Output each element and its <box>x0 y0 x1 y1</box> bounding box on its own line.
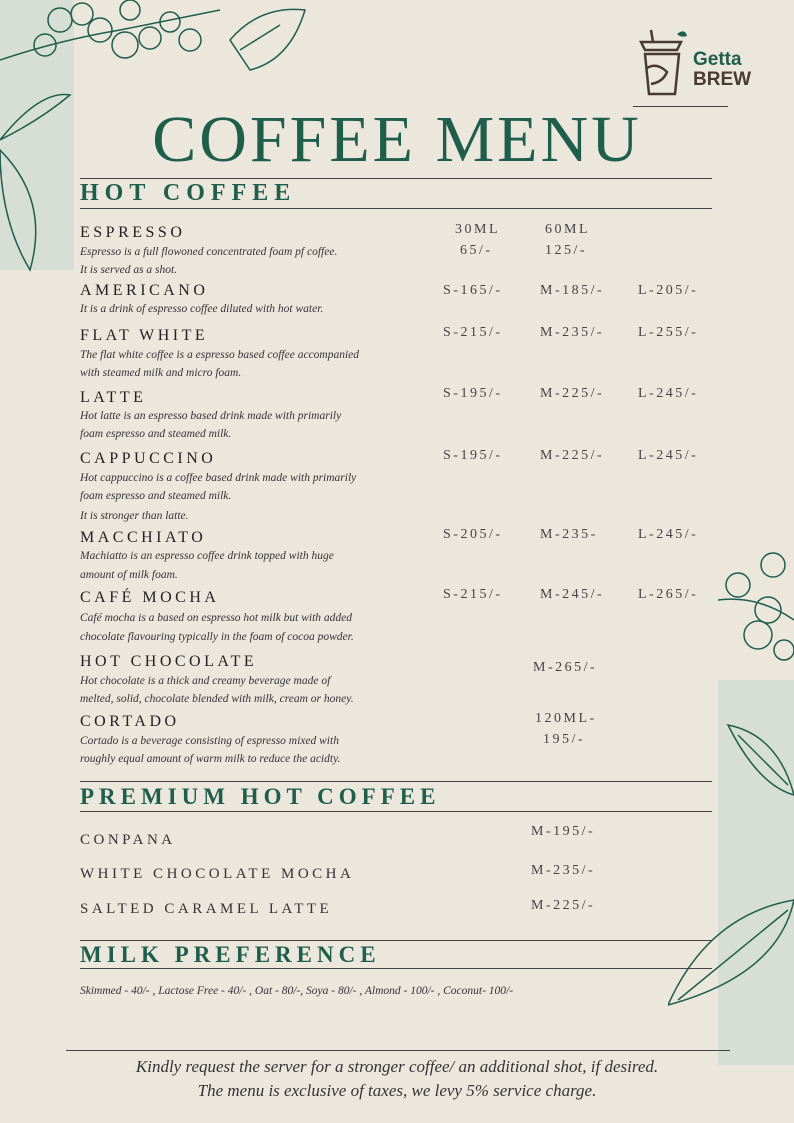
item-description: Hot latte is an espresso based drink made with primarily <box>80 410 342 422</box>
item-description: with steamed milk and micro foam. <box>80 367 242 379</box>
item-name: SALTED CARAMEL LATTE <box>80 901 333 917</box>
price-small: S-165/- <box>443 283 503 298</box>
item-description: Cortado is a beverage consisting of espresso mixed with <box>80 735 339 747</box>
item-description: It is served as a shot. <box>80 264 178 276</box>
section-heading-hot-coffee: HOT COFFEE <box>80 180 297 206</box>
divider <box>80 781 712 782</box>
item-description: It is a drink of espresso coffee diluted with hot water. <box>80 303 324 315</box>
coffee-branch-illustration-right <box>718 540 794 680</box>
price-large: L-205/- <box>638 283 699 298</box>
item-name: FLAT WHITE <box>80 327 209 344</box>
price-medium: M-235/- <box>531 863 596 878</box>
item-description: Café mocha is a based on espresso hot milk but with added <box>80 612 353 624</box>
item-name: CAPPUCCINO <box>80 450 217 467</box>
item-name: AMERICANO <box>80 282 209 299</box>
item-description: chocolate flavouring typically in the foam of cocoa powder. <box>80 631 354 643</box>
section-heading-premium-hot-coffee: PREMIUM HOT COFFEE <box>80 784 441 809</box>
cup-hand-icon <box>633 28 689 100</box>
price-medium: M-225/- <box>531 898 596 913</box>
item-name: CONPANA <box>80 832 176 848</box>
milk-options: Skimmed - 40/- , Lactose Free - 40/- , Oat - 80/-, Soya - 80/- , Almond - 100/- , Coconut- 100/- <box>80 985 514 997</box>
price-medium: M-195/- <box>531 824 596 839</box>
price-small: S-195/- <box>443 386 503 401</box>
item-name: ESPRESSO <box>80 224 186 241</box>
item-description: foam espresso and steamed milk. <box>80 490 232 502</box>
item-name: WHITE CHOCOLATE MOCHA <box>80 866 355 882</box>
item-description: Hot cappuccino is a coffee based drink made with primarily <box>80 472 357 484</box>
price-large: L-245/- <box>638 386 699 401</box>
divider <box>80 208 712 209</box>
price: 65/- <box>460 243 493 258</box>
price-small: S-205/- <box>443 527 503 542</box>
price-small: S-215/- <box>443 587 503 602</box>
price-medium: M-225/- <box>540 448 605 463</box>
price-medium: M-235- <box>540 527 598 542</box>
footer-note-line1: Kindly request the server for a stronger coffee/ an additional shot, if desired. <box>135 1057 659 1076</box>
price: 195/- <box>543 732 586 747</box>
divider <box>80 940 712 941</box>
page-title: COFFEE MENU <box>152 103 642 176</box>
divider <box>80 968 712 969</box>
item-description: amount of milk foam. <box>80 569 178 581</box>
item-name: LATTE <box>80 389 147 406</box>
price-medium: M-245/- <box>540 587 605 602</box>
item-name: CORTADO <box>80 713 180 730</box>
item-name: CAFÉ MOCHA <box>80 589 220 606</box>
divider <box>80 178 712 179</box>
item-description: Hot chocolate is a thick and creamy beverage made of <box>80 675 331 687</box>
brand-name-line1: Getta <box>693 49 742 70</box>
section-heading-milk-preference: MILK PREFERENCE <box>80 942 381 967</box>
price-large: L-245/- <box>638 527 699 542</box>
leaf-illustration-right <box>668 715 794 1015</box>
price-medium: M-225/- <box>540 386 605 401</box>
price-large: L-255/- <box>638 325 699 340</box>
item-name: MACCHIATO <box>80 529 207 546</box>
price-medium: M-185/- <box>540 283 605 298</box>
price: 125/- <box>545 243 588 258</box>
item-description: Machiatto is an espresso coffee drink topped with huge <box>80 550 334 562</box>
item-name: HOT CHOCOLATE <box>80 653 258 670</box>
divider <box>80 811 712 812</box>
item-description: The flat white coffee is a espresso based coffee accompanied <box>80 349 360 361</box>
price-large: L-265/- <box>638 587 699 602</box>
price-large: L-245/- <box>638 448 699 463</box>
brand-logo <box>633 28 763 108</box>
price-medium: M-235/- <box>540 325 605 340</box>
brand-name-line2: BREW <box>693 69 752 90</box>
footer-note-line2: The menu is exclusive of taxes, we levy 5% service charge. <box>197 1081 597 1100</box>
item-description: It is stronger than latte. <box>80 510 189 522</box>
footer-divider <box>66 1050 730 1051</box>
size-label: 120ML- <box>535 711 597 726</box>
size-label: 60ML <box>545 222 590 237</box>
price-small: S-215/- <box>443 325 503 340</box>
item-description: roughly equal amount of warm milk to reduce the acidty. <box>80 753 341 765</box>
item-description: foam espresso and steamed milk. <box>80 428 232 440</box>
price-medium: M-265/- <box>533 660 598 675</box>
item-description: Espresso is a full flowoned concentrated foam pf coffee. <box>80 246 338 258</box>
size-label: 30ML <box>455 222 500 237</box>
price-small: S-195/- <box>443 448 503 463</box>
item-description: melted, solid, chocolate blended with milk, cream or honey. <box>80 693 354 705</box>
